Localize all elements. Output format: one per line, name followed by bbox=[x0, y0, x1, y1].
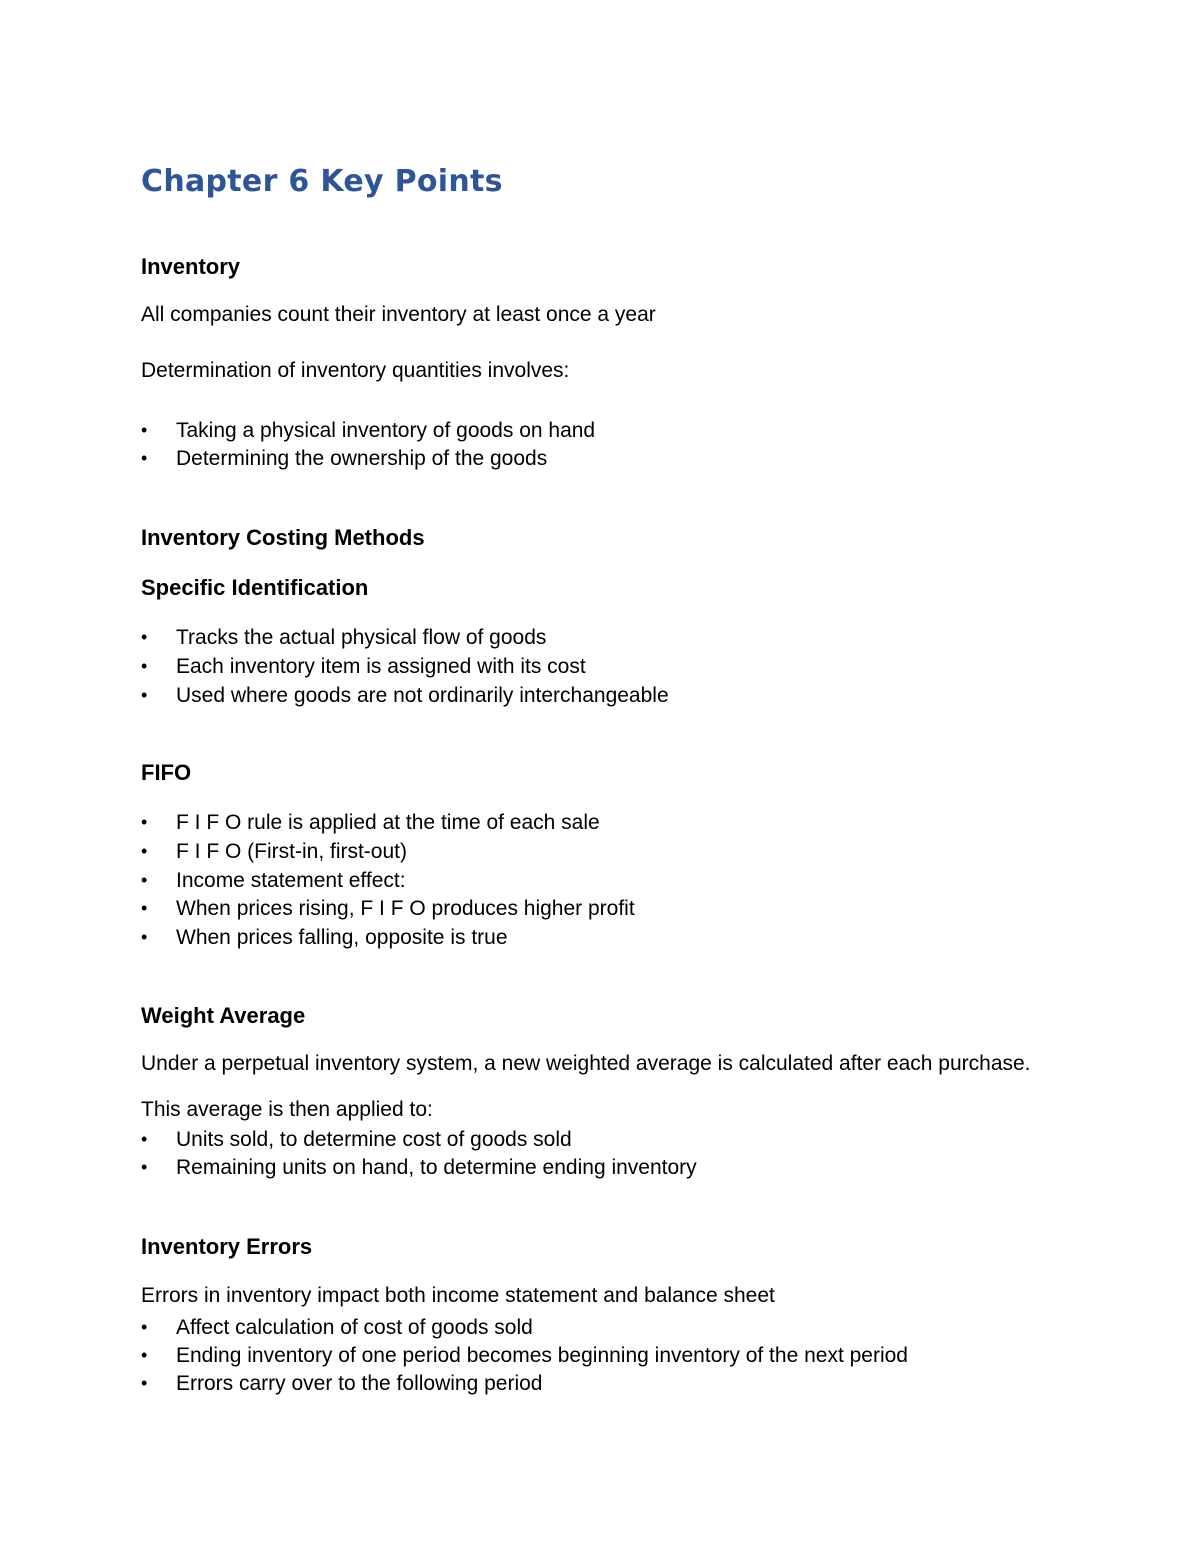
heading-weight-average: Weight Average bbox=[141, 1003, 306, 1028]
bullet-icon: • bbox=[141, 812, 148, 832]
bullet-icon: • bbox=[141, 1157, 148, 1177]
list-item-text: When prices falling, opposite is true bbox=[176, 926, 508, 949]
paragraph-average-applied: This average is then applied to: bbox=[141, 1098, 433, 1121]
bullet-icon: • bbox=[141, 1129, 148, 1149]
bullet-icon: • bbox=[141, 870, 148, 890]
list-item-text: Errors carry over to the following period bbox=[176, 1372, 543, 1395]
bullet-icon: • bbox=[141, 1345, 148, 1365]
list-item-text: Each inventory item is assigned with its cost bbox=[176, 655, 586, 678]
paragraph-inventory-count: All companies count their inventory at least once a year bbox=[141, 303, 656, 326]
paragraph-inventory-errors: Errors in inventory impact both income statement and balance sheet bbox=[141, 1284, 775, 1307]
page-title: Chapter 6 Key Points bbox=[141, 164, 503, 199]
list-item-text: Determining the ownership of the goods bbox=[176, 447, 548, 470]
paragraph-inventory-determination: Determination of inventory quantities involves: bbox=[141, 359, 570, 382]
bullet-icon: • bbox=[141, 627, 148, 647]
bullet-icon: • bbox=[141, 420, 148, 440]
list-item-text: Remaining units on hand, to determine ending inventory bbox=[176, 1156, 697, 1179]
list-item-text: Ending inventory of one period becomes beginning inventory of the next period bbox=[176, 1344, 908, 1367]
heading-inventory: Inventory bbox=[141, 254, 241, 279]
paragraph-weighted-average: Under a perpetual inventory system, a new weighted average is calculated after each purchase. bbox=[141, 1052, 1031, 1075]
heading-fifo: FIFO bbox=[141, 760, 192, 785]
bullet-icon: • bbox=[141, 656, 148, 676]
heading-specific-identification: Specific Identification bbox=[141, 575, 369, 600]
list-item-text: F I F O (First-in, first-out) bbox=[176, 840, 407, 863]
bullet-icon: • bbox=[141, 1373, 148, 1393]
list-item-text: Units sold, to determine cost of goods sold bbox=[176, 1128, 572, 1151]
bullet-icon: • bbox=[141, 1317, 148, 1337]
bullet-icon: • bbox=[141, 841, 148, 861]
list-item-text: Affect calculation of cost of goods sold bbox=[176, 1316, 533, 1339]
list-item-text: Tracks the actual physical flow of goods bbox=[176, 626, 547, 649]
list-item-text: Income statement effect: bbox=[176, 869, 406, 892]
bullet-icon: • bbox=[141, 927, 148, 947]
heading-costing-methods: Inventory Costing Methods bbox=[141, 525, 425, 550]
bullet-icon: • bbox=[141, 898, 148, 918]
bullet-icon: • bbox=[141, 685, 148, 705]
list-item-text: Taking a physical inventory of goods on hand bbox=[176, 419, 596, 442]
list-item-text: F I F O rule is applied at the time of each sale bbox=[176, 811, 600, 834]
heading-inventory-errors: Inventory Errors bbox=[141, 1234, 313, 1259]
list-item-text: When prices rising, F I F O produces higher profit bbox=[176, 897, 635, 920]
list-item-text: Used where goods are not ordinarily interchangeable bbox=[176, 684, 669, 707]
bullet-icon: • bbox=[141, 448, 148, 468]
